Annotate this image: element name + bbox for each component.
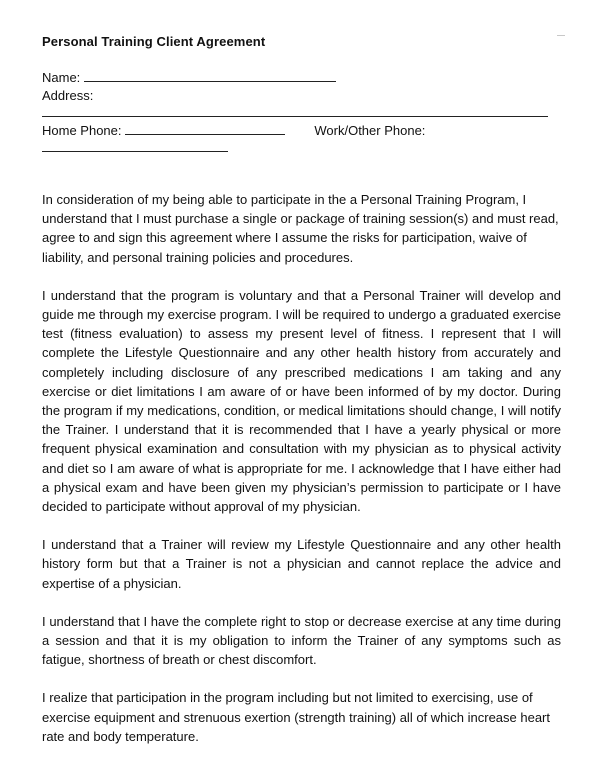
address-label: Address: xyxy=(42,87,94,103)
paragraph-participation-risks: I realize that participation in the program including but not limited to exercising, use of exercise equipment and strenuous exertion (strength training) all of which increase heart rate and body temperature. xyxy=(42,690,550,744)
name-field-row xyxy=(42,69,562,87)
paragraph-consideration: In consideration of my being able to participate in the a Personal Training Program, I understand that I must purchase a single or package of training session(s) and must read, agree to and sign this agreement where I assume the risks for participation, waive of liability, and personal training policies and procedures. xyxy=(42,192,559,265)
paragraph-right-to-stop: I understand that I have the complete right to stop or decrease exercise at any time during a session and that it is my obligation to inform the Trainer of any symptoms such as fatigue, shortness of breath or chest discomfort. xyxy=(42,613,561,668)
phone-field-row xyxy=(42,122,562,140)
name-blank-line[interactable] xyxy=(84,69,336,82)
address-blank-row xyxy=(42,104,562,122)
address-blank-line[interactable] xyxy=(42,104,548,117)
paragraph-voluntary-program: I understand that the program is voluntary and that a Personal Trainer will develop and guide me through my exercise program. I will be required to undergo a graduated exercise test (fitness evaluation) to assess my present level of fitness. I represent that I will complete the Lifestyle Questionnaire and any other health history from accurately and completely including disclosure of any prescribed medications I am taking and any exercise or diet limitations I am aware of or have been informed of by my doctor. During the program if my medications, condition, or medical limitations should change, I will notify the Trainer. I understand that it is recommended that I have a yearly physical or more frequent physical examination and consultation with my physician as to physical activity and diet so I am aware of what is appropriate for me. I acknowledge that I have either had a physical exam and have been given my physician’s permission to participate or I have decided to participate without approval of my physician. xyxy=(42,287,561,515)
work-phone-label: Work/Other Phone: xyxy=(314,122,426,138)
home-phone-blank-line[interactable] xyxy=(125,122,285,135)
client-info-fields xyxy=(42,69,562,157)
document-title: Personal Training Client Agreement xyxy=(42,34,266,49)
corner-mark xyxy=(557,35,565,36)
home-phone-label: Home Phone: xyxy=(42,122,122,138)
agreement-body xyxy=(42,190,561,765)
work-phone-blank-line[interactable] xyxy=(42,139,228,152)
address-field-row xyxy=(42,87,562,105)
work-phone-blank-row xyxy=(42,139,562,157)
paragraph-trainer-review: I understand that a Trainer will review my Lifestyle Questionnaire and any other health history form but that a Trainer is not a physician and cannot replace the advice and expertise of a physician. xyxy=(42,537,561,591)
name-label: Name: xyxy=(42,70,81,85)
